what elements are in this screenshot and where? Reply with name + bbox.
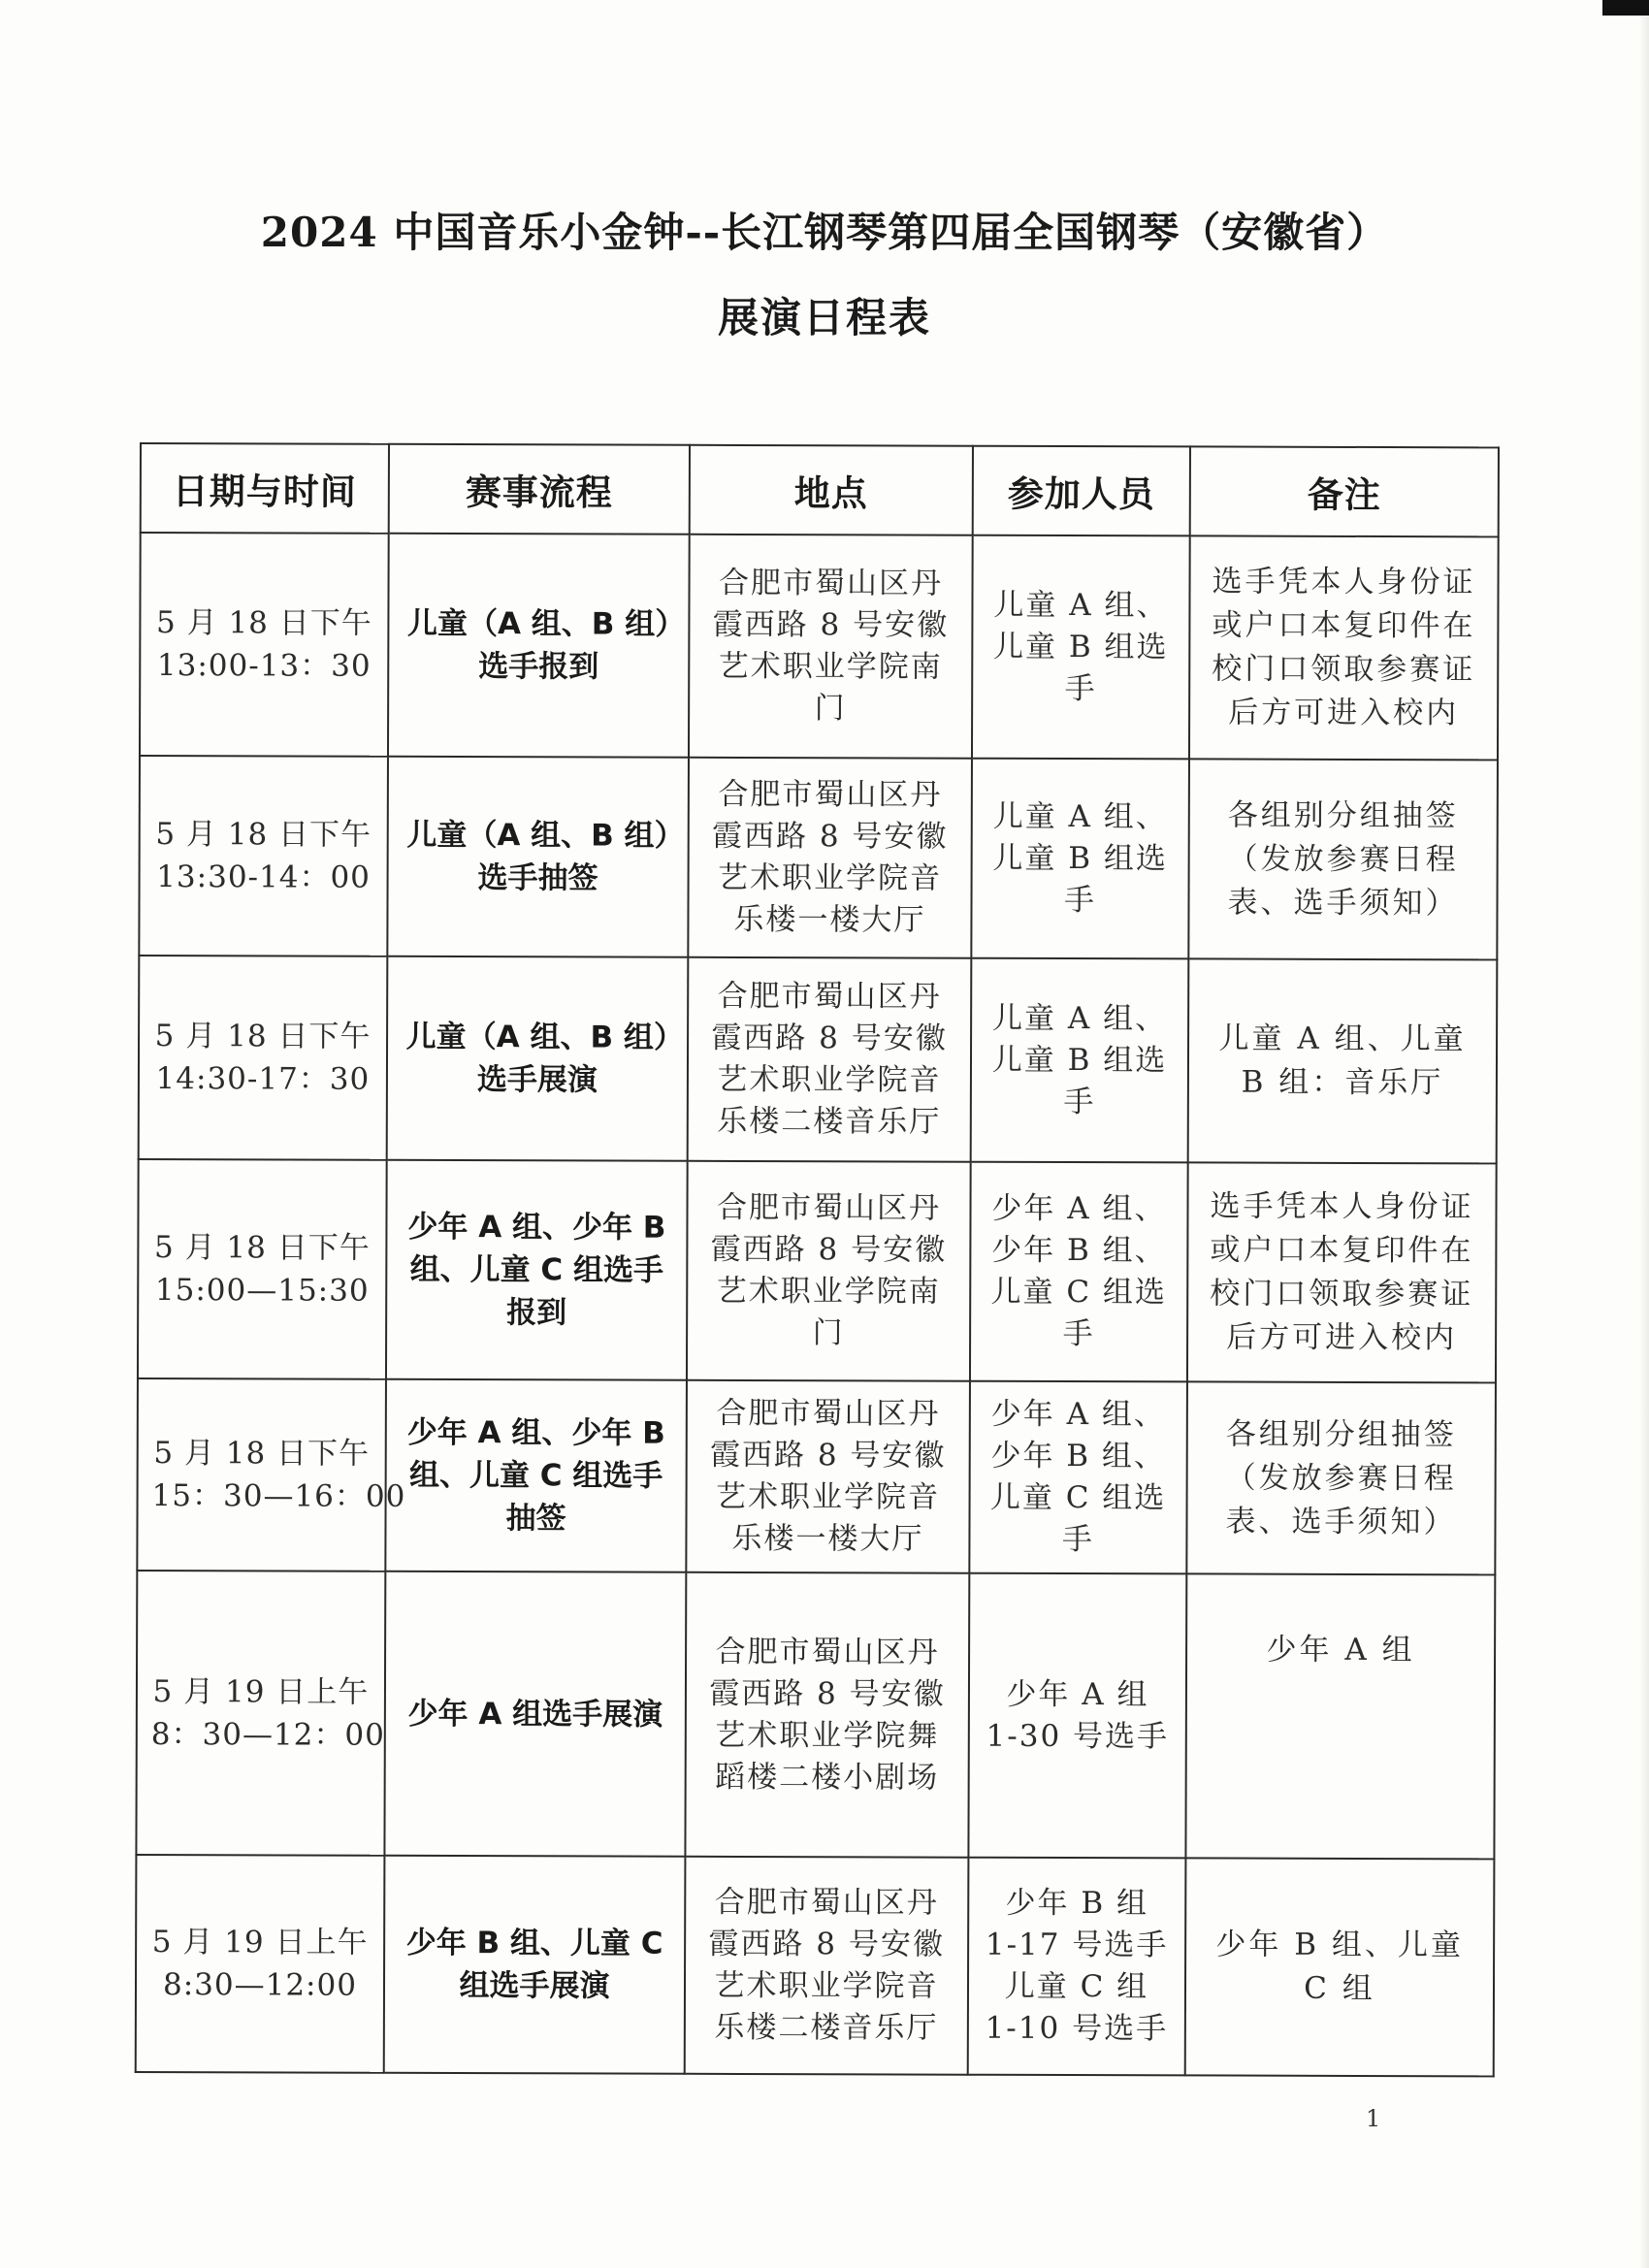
cell-location: 合肥市蜀山区丹霞西路 8 号安徽艺术职业学院音乐楼一楼大厅	[688, 758, 972, 958]
table-row	[140, 533, 1499, 760]
cell-location: 合肥市蜀山区丹霞西路 8 号安徽艺术职业学院音乐楼二楼音乐厅	[688, 957, 972, 1162]
header-location: 地点	[690, 445, 973, 535]
table-header-row	[141, 443, 1499, 536]
table-row	[136, 1855, 1495, 2076]
time-text: 8：30—12：00	[150, 1716, 385, 1753]
participants-line: 儿童 C 组	[1004, 1968, 1149, 2005]
cell-remarks: 少年 A 组	[1185, 1573, 1495, 1859]
cell-remarks: 少年 B 组、儿童 C 组	[1185, 1858, 1495, 2076]
time-text: 8:30—12:00	[162, 1967, 358, 2003]
participants-line: 1-30 号选手	[986, 1718, 1170, 1754]
cell-remarks: 选手凭本人身份证或户口本复印件在校门口领取参赛证后方可进入校内	[1189, 535, 1499, 760]
date-text: 5 月 19 日上午	[152, 1673, 370, 1710]
cell-remarks: 各组别分组抽签（发放参赛日程表、选手须知）	[1188, 759, 1498, 959]
table-row	[139, 956, 1498, 1163]
cell-event-flow: 少年 A 组选手展演	[384, 1571, 686, 1857]
participants-line: 1-17 号选手	[985, 1927, 1169, 1963]
scan-edge-strip	[1639, 16, 1649, 2268]
cell-location: 合肥市蜀山区丹霞西路 8 号安徽艺术职业学院音乐楼一楼大厅	[686, 1380, 970, 1573]
cell-participants: 少年 A 组、少年 B 组、儿童 C 组选手	[969, 1381, 1187, 1574]
cell-participants: 儿童 A 组、儿童 B 组选手	[971, 759, 1189, 959]
date-text: 5 月 18 日下午	[153, 1436, 371, 1472]
scan-edge-shadow	[1602, 0, 1649, 16]
time-text: 13:00-13：30	[156, 648, 372, 684]
table-row	[139, 756, 1498, 959]
time-text: 15：30—16：00	[151, 1478, 406, 1514]
cell-date-time	[140, 533, 389, 757]
participants-line: 少年 A 组	[1006, 1676, 1149, 1712]
time-text: 14:30-17：30	[155, 1061, 371, 1097]
cell-participants: 儿童 A 组、儿童 B 组选手	[971, 958, 1189, 1163]
cell-event-flow: 儿童（A 组、B 组）选手展演	[387, 956, 689, 1161]
cell-remarks: 各组别分组抽签（发放参赛日程表、选手须知）	[1186, 1381, 1496, 1574]
cell-event-flow: 少年 A 组、少年 B 组、儿童 C 组选手抽签	[385, 1379, 687, 1572]
participants-line: 少年 B 组	[1005, 1885, 1149, 1922]
time-text: 15:00—15:30	[154, 1273, 370, 1309]
cell-participants	[968, 1858, 1186, 2076]
cell-event-flow: 儿童（A 组、B 组）选手抽签	[387, 757, 689, 957]
table-row	[136, 1571, 1495, 1859]
date-text: 5 月 19 日上午	[151, 1925, 369, 1960]
document-title: 2024 中国音乐小金钟--长江钢琴第四届全国钢琴（安徽省）	[260, 209, 1389, 256]
participants-line: 1-10 号选手	[985, 2010, 1169, 2047]
table-row	[137, 1378, 1496, 1574]
cell-event-flow: 儿童（A 组、B 组）选手报到	[388, 534, 690, 758]
document-subtitle: 展演日程表	[717, 294, 931, 341]
header-date-time: 日期与时间	[141, 443, 389, 534]
cell-date-time	[137, 1378, 406, 1571]
cell-date-time	[138, 1159, 387, 1379]
cell-location: 合肥市蜀山区丹霞西路 8 号安徽艺术职业学院南门	[687, 1161, 971, 1381]
cell-event-flow: 少年 B 组、儿童 C 组选手展演	[384, 1856, 686, 2074]
schedule-table	[135, 442, 1500, 2077]
cell-date-time	[139, 756, 388, 956]
cell-location: 合肥市蜀山区丹霞西路 8 号安徽艺术职业学院南门	[689, 535, 973, 759]
date-text: 5 月 18 日下午	[154, 1019, 372, 1054]
cell-location: 合肥市蜀山区丹霞西路 8 号安徽艺术职业学院音乐楼二楼音乐厅	[685, 1857, 969, 2075]
date-text: 5 月 18 日下午	[153, 1230, 371, 1266]
table-row	[138, 1159, 1497, 1382]
date-text: 5 月 18 日下午	[155, 605, 372, 641]
cell-date-time	[139, 956, 388, 1160]
time-text: 13:30-14：00	[156, 859, 372, 895]
header-event-flow: 赛事流程	[389, 444, 690, 535]
cell-event-flow: 少年 A 组、少年 B 组、儿童 C 组选手报到	[386, 1160, 688, 1380]
cell-participants: 少年 A 组、少年 B 组、儿童 C 组选手	[970, 1162, 1188, 1382]
cell-remarks: 选手凭本人身份证或户口本复印件在校门口领取参赛证后方可进入校内	[1187, 1162, 1497, 1382]
date-text: 5 月 18 日下午	[155, 817, 372, 853]
header-participants: 参加人员	[973, 446, 1190, 536]
cell-date-time	[136, 1855, 385, 2073]
header-remarks: 备注	[1190, 446, 1499, 536]
cell-location: 合肥市蜀山区丹霞西路 8 号安徽艺术职业学院舞蹈楼二楼小剧场	[685, 1572, 969, 1858]
cell-participants	[968, 1573, 1186, 1859]
page-number: 1	[1366, 2105, 1381, 2132]
cell-remarks: 儿童 A 组、儿童 B 组：音乐厅	[1188, 958, 1498, 1163]
cell-date-time	[136, 1571, 385, 1856]
cell-participants: 儿童 A 组、儿童 B 组选手	[972, 535, 1190, 760]
